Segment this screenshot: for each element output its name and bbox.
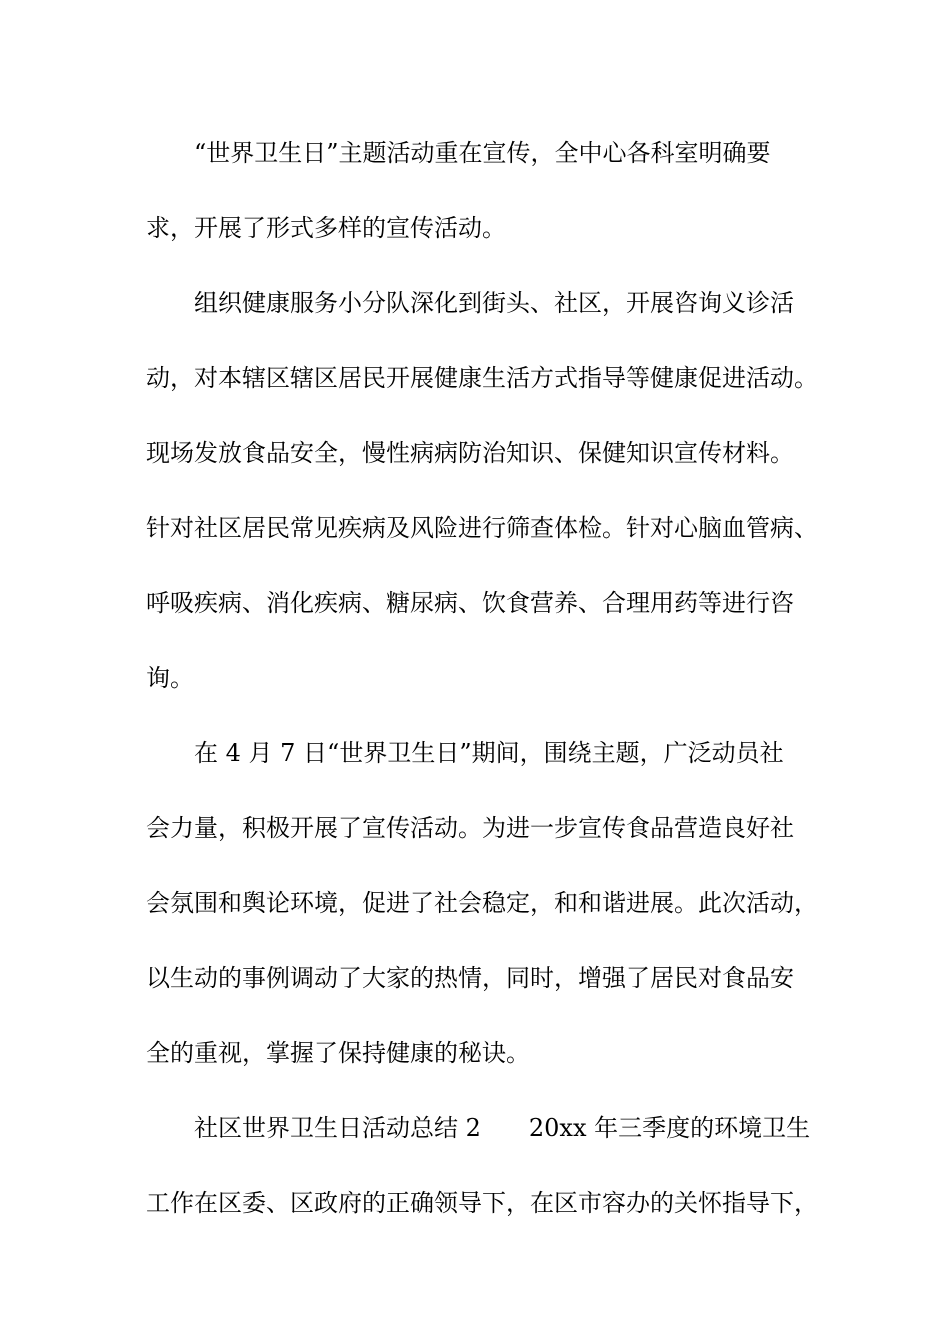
paragraph-2-line-5: 呼吸疾病、消化疾病、糖尿病、饮食营养、合理用药等进行咨 — [146, 589, 794, 617]
paragraph-4-line-2: 工作在区委、区政府的正确领导下，在区市容办的关怀指导下， — [146, 1189, 818, 1217]
paragraph-3-line-5: 全的重视，掌握了保持健康的秘诀。 — [146, 1039, 530, 1067]
paragraph-3-line-3: 会氛围和舆论环境，促进了社会稳定，和和谐进展。此次活动， — [146, 889, 818, 917]
paragraph-3-line-1: 在 4 月 7 日“世界卫生日”期间，围绕主题，广泛动员社 — [194, 739, 784, 767]
paragraph-1-line-1: “世界卫生日”主题活动重在宣传，全中心各科室明确要 — [194, 139, 771, 167]
paragraph-2-line-4: 针对社区居民常见疾病及风险进行筛查体检。针对心脑血管病、 — [146, 514, 818, 542]
paragraph-1-line-2: 求，开展了形式多样的宣传活动。 — [146, 214, 506, 242]
paragraph-3-line-4: 以生动的事例调动了大家的热情，同时，增强了居民对食品安 — [146, 964, 794, 992]
paragraph-2-line-2: 动，对本辖区辖区居民开展健康生活方式指导等健康促进活动。 — [146, 364, 818, 392]
paragraph-3-line-2: 会力量，积极开展了宣传活动。为进一步宣传食品营造良好社 — [146, 814, 794, 842]
paragraph-2-line-6: 询。 — [146, 664, 194, 692]
paragraph-4-line-1: 社区世界卫生日活动总结 2 20xx 年三季度的环境卫生 — [194, 1114, 811, 1142]
paragraph-2-line-3: 现场发放食品安全，慢性病病防治知识、保健知识宣传材料。 — [146, 439, 794, 467]
paragraph-2-line-1: 组织健康服务小分队深化到街头、社区，开展咨询义诊活 — [194, 289, 794, 317]
